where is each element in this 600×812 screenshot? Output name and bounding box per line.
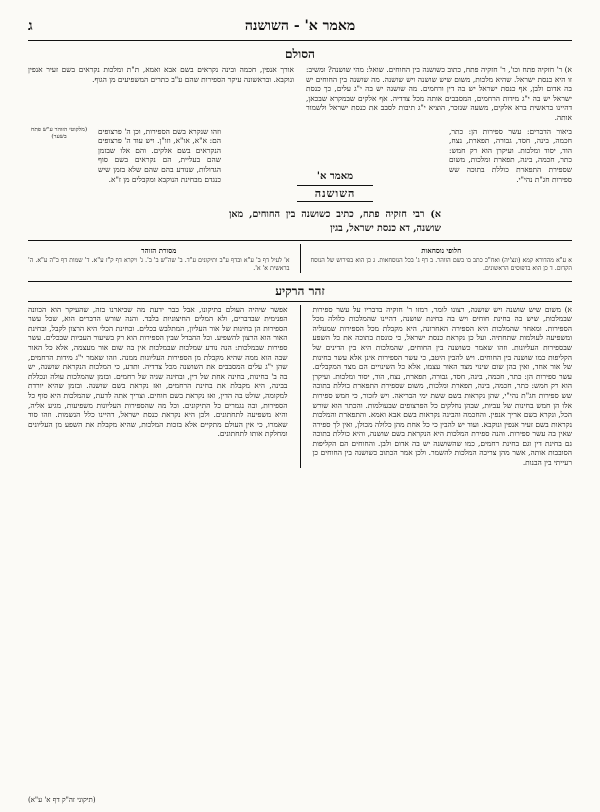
notes-left-heading: מסורת הזוהר <box>141 245 177 255</box>
column-divider <box>300 305 301 468</box>
second-section-title: זהר הרקיע <box>28 281 572 302</box>
sulam-top-right: א) ר' חזקיה פתח וכו', ר' חזקיה פתח, כתוב כשושנה בין החוחים. שואל: מהי שושנה? ומשיב: זו היא כנסת ישראל. שהיא מלכות, משום שיש שושנה ויש שושנה. מה שושנה בין החוחים יש בה אדום ולבן, אף כנסת ישראל יש בה דין ורחמים. מה שושנה יש בה י"ג עלים, כך כנסת ישראל יש בה י"ג מידות הרחמים, המסבבים אותה מכל צדדיה. אף אלקים שבמקרא שבכאן, דהיינו בראשית ברא אלקים, משעה שנזכר, הוציא י"ג תיבות לסבב את כנסת ישראל ולשמור אותה. <box>306 65 572 122</box>
article-subtitle: השושנה <box>297 185 374 202</box>
page-number: ג <box>28 18 33 34</box>
section-title: הסולם <box>285 47 315 61</box>
zohar-verse: א) רבי חזקיה פתח, כתיב כשושנה בין החוחים, מאן שושנה, דא כנסת ישראל, בגין <box>229 208 441 234</box>
notes-right-text: א ע"א מהדורא קמא (ונצ'יה) ואח"כ כתב בו בשם הזוהר. ב דף ג' בכל הנוסחאות. ג כן הוא בפירוש של הנוסח הקדום. ד כן הוא בדפוסים הראשונים. <box>310 256 572 272</box>
box-left-text: וזהו שנקרא בשם הספירות, וכן ה' פרצופים הם: א"א, או"א, וזו"ן. ויש עוד ה' פרצופים הנקראים בשם אלקים. והם אלו שבזמן שהם בעליית, הם נקראים בשם סוף הגדולות, שנודע בהם שהם שלא בזמן שיש כנגדם מבחינת הנוקבא ומקבלים מן ז"א. <box>98 126 221 184</box>
article-title: מאמר א' <box>316 170 354 182</box>
commentary-right: א) משום שיש שושנה ויש שושנה, רצונו לומר, רמזו ר' חזקיה בדבריו על עשר ספירות שבמלכות, שיש בה בחינת חוחים ויש בה בחינת שושנה, דהיינו שהמלכות כלולה מכל הספירות. ומאחר שהמלכות היא הספירה האחרונה, היא מקבלת מכל הספירות שמעליה ומשפיעה לעולמות שתחתיה. ועל כן נקראת כנסת ישראל, כי כונסת בתוכה את כל השפע שבספירות העליונות. וזהו שאמר כשושנה בין החוחים, שהמלכות היא בין הדינים של הקליפות כמו שושנה בין החוחים. ויש להבין היטב, כי עשר הספירות אינן אלא עשר בחינות של אור אחד, ואין בהן שום שינוי מצד האור עצמו, אלא כל השינויים הם מצד המקבלים. עשר ספירות הן: כתר, חכמה, בינה, חסד, גבורה, תפארת, נצח, הוד, יסוד ומלכות. ועיקרן הוא רק חמש: כתר, חכמה, בינה, תפארת ומלכות, משום שספירת התפארת כוללת בתוכה שש ספירות חג"ת נהי"י, שהן נקראות בשם ששת ימי הבריאה. ויש לזכור, כי חמש ספירות אלו הן חמש בחינות של עביות, שבהן נחלקים כל הפרצופים שבעולמות. והכתר הוא שורש הכל, ונקרא בשם אריך אנפין. והחכמה והבינה נקראות בשם אבא ואמא. והתפארת והמלכות נקראות בשם זעיר אנפין ונוקבא. ועוד יש להבין כי כל אחת מהן כלולה מכולן, ואין לך ספירה שאין בה עשר ספירות. והנה ספירת המלכות היא הנקראת בשם שושנה, והיא כוללת בתוכה גם בחינת דין וגם בחינת רחמים, כמו שהשושנה יש בה אדום ולבן. והחוחים הם הקליפות הסובבות אותה, אשר מהן צריכה המלכות להשמר. ולכן אמר הכתוב כשושנה בין החוחים כן רעייתי בין הבנות. <box>312 304 572 468</box>
zohar-center-column <box>229 127 441 236</box>
box-right-text: ביאור הדברים: עשר ספירות הן: כתר, חכמה, בינה, חסד, גבורה, תפארת, נצח, הוד, יסוד ומלכות. ועיקרן הוא רק חמש: כתר, חכמה, בינה, תפארת ומלכות, משום שספירת התפארת כוללת בתוכה שש ספירות חג"ת נהי"י. <box>449 126 572 184</box>
divider <box>28 240 572 241</box>
sulam-top-left: אורך אנפין, חכמה ובינה נקראים בשם אבא ואמא, ת"ת ומלכות נקראים בשם זעיר אנפין ונוקבא. ובראשונה עיקר הספירות שהם ע"ב כתרים המשפיעים מן הגוף. <box>28 65 294 84</box>
notes-left-text: א' לעיל דף ב' ע"א ובדף ע"ב ותיקונים ע"ד. ב' שה"ש ב' ב'. ג' ויקרא דף ק"ז ע"א. ד' שמות דף כ"ה ע"א. ה' בראשית א' א'. <box>28 256 290 272</box>
zohar-main-box <box>28 127 572 236</box>
notes-right-heading: חלופי נוסחאות <box>421 245 462 255</box>
running-title: מאמר א' - השושנה <box>244 18 356 34</box>
sulam-top <box>28 65 572 123</box>
commentary-columns <box>28 305 572 468</box>
page-header <box>28 16 572 41</box>
notes-row <box>28 244 572 273</box>
side-note: (מלקוטי הזוהר ע"ש פתח בשער) <box>30 126 88 140</box>
column-divider <box>300 244 301 273</box>
footer-reference: (תיקוני זה"ק דף א' ע"א) <box>28 796 96 804</box>
commentary-left: אפשר שיהיה העולם בתיקונו, אבל כבר ידעת מה שביארנו בזה, שהעיקר הוא הכוונה הפנימית שבדברים, ולא המלים החיצוניות בלבד. והנה שורש הדברים הוא, שכל עשר הספירות הן בחינות של אור העליון, המתלבש בכלים. ובחינת הכלי היא הרצון לקבל, ובחינת האור הוא הרצון להשפיע. וכל ההבדל שבין הספירות הוא רק בשיעור העביות שבכלים. עשר ספירות שבמלכות: הנה נודע שמלכות שבמלכות אין בה שום אור מעצמה, אלא כל האור שבה הוא ממה שהיא מקבלת מן הספירות העליונות ממנה. וזהו שאמר י"ג מידות הרחמים, שהן י"ג עלים המסבבים את השושנה מכל צדדיה. ותדע, כי המלכות הנקראת שושנה, יש בה ב' בחינות, בחינה אחת של דין, ובחינה שניה של רחמים. ובזמן שהמלכות עולה ונכללת בבינה, היא מקבלת את בחינת הרחמים, ואז נקראת בשם שושנה. ובזמן שהיא יורדת למקומה, שולט בה הדין, ואז נקראת בשם חוחים. וצריך אתה לדעת, שהמלכות היא סוף כל הספירות, ובה נגמרים כל התיקונים. וכל מה שהספירות העליונות משפיעות, מגיע אליה, והיא משפיעה לתחתונים. ולכן היא נקראת כנסת ישראל, דהיינו כלל הנשמות. וזהו סוד שאמרו, כי אין העולם מתקיים אלא בזכות המלכות, שהיא מקבלת את השפע מן העליונים ומחלקת אותו לתחתונים. <box>28 304 288 439</box>
